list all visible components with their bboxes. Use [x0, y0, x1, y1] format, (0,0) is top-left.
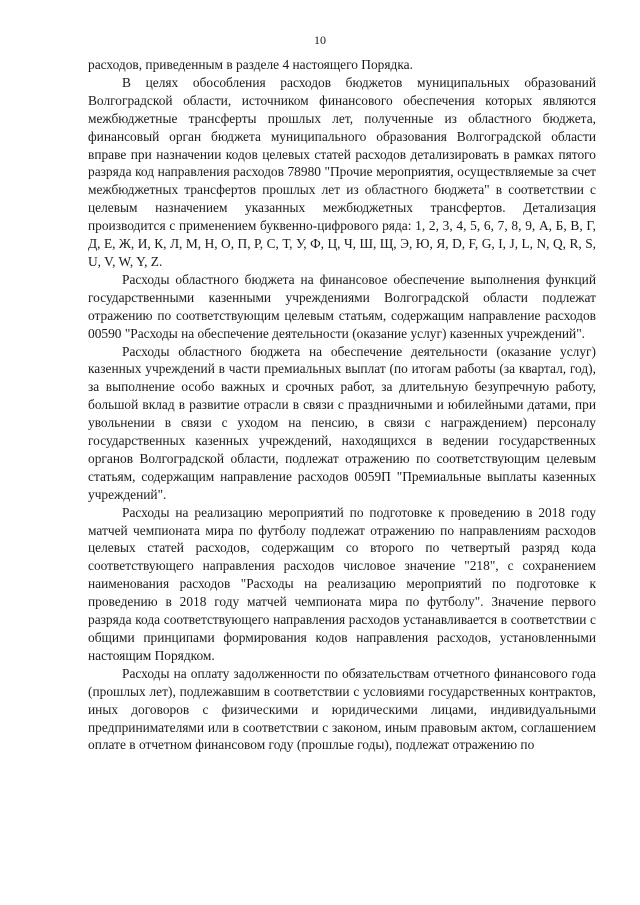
paragraph-interbudget-transfers: В целях обособления расходов бюджетов муниципальных образований Волгоградской области, источником финансового обеспечения которых являются межбюджетные трансферты прошлых лет, полученные из областного бюджета, финансовый орган бюджета муниципального образования Волгоградской области вправе при назначении кодов целевых статей расходов детализировать в рамках пятого разряда код направления расходов 78980 "Прочие мероприятия, осуществляемые за счет межбюджетных трансфертов прошлых лет из областного бюджета" в соответствии с целевым назначением указанных межбюджетных трансфертов. Детализация производится с применением буквенно-цифрового ряда: 1, 2, 3, 4, 5, 6, 7, 8, 9, А, Б, В, Г, Д, Е, Ж, И, К, Л, М, Н, О, П, Р, С, Т, У, Ф, Ц, Ч, Ш, Щ, Э, Ю, Я, D, F, G, I, J, L, N, Q, R, S, U, V, W, Y, Z.: [88, 74, 596, 269]
document-body: [88, 56, 596, 754]
paragraph-continuation: расходов, приведенным в разделе 4 настоящего Порядка.: [88, 57, 413, 72]
page-number: 10: [314, 33, 326, 47]
paragraph-state-institutions-functions: Расходы областного бюджета на финансовое обеспечение выполнения функций государственными казенными учреждениями Волгоградской области подлежат отражению по соответствующим целевым статьям, содержащим направление расходов 00590 "Расходы на обеспечение деятельности (оказание услуг) казенных учреждений".: [88, 271, 596, 341]
paragraph-debt-payments: Расходы на оплату задолженности по обязательствам отчетного финансового года (прошлых лет), подлежавшим в соответствии с условиями государственных контрактов, иных договоров с физическими и юридическими лицами, индивидуальными предпринимателями или в соответствии с законом, иным правовым актом, соглашением оплате в отчетном финансовом году (прошлые годы), подлежат отражению по: [88, 665, 596, 753]
paragraph-bonus-payments: Расходы областного бюджета на обеспечение деятельности (оказание услуг) казенных учреждений в части премиальных выплат (по итогам работы (за квартал, год), за выполнение особо важных и срочных работ, за длительную безупречную работу, большой вклад в развитие отрасли в связи с праздничными и юбилейными датами, при увольнении в связи с уходом на пенсию, в связи с награждением) персоналу государственных казенных учреждений, находящихся в ведении государственных органов Волгоградской области, подлежат отражению по соответствующим целевым статьям, содержащим направление расходов 0059П "Премиальные выплаты казенных учреждений".: [88, 343, 596, 502]
paragraph-world-cup-2018: Расходы на реализацию мероприятий по подготовке к проведению в 2018 году матчей чемпионата мира по футболу подлежат отражению по направлениям расходов целевых статей расходов, содержащим со второго по четвертый разряд кода соответствующего направления расходов числовое значение "218", с сохранением наименования расходов "Расходы на реализацию мероприятий по подготовке к проведению в 2018 году матчей чемпионата мира по футболу". Значение первого разряда кода соответствующего направления расходов устанавливается в соответствии с общими принципами формирования кодов направления расходов, установленными настоящим Порядком.: [88, 504, 596, 663]
